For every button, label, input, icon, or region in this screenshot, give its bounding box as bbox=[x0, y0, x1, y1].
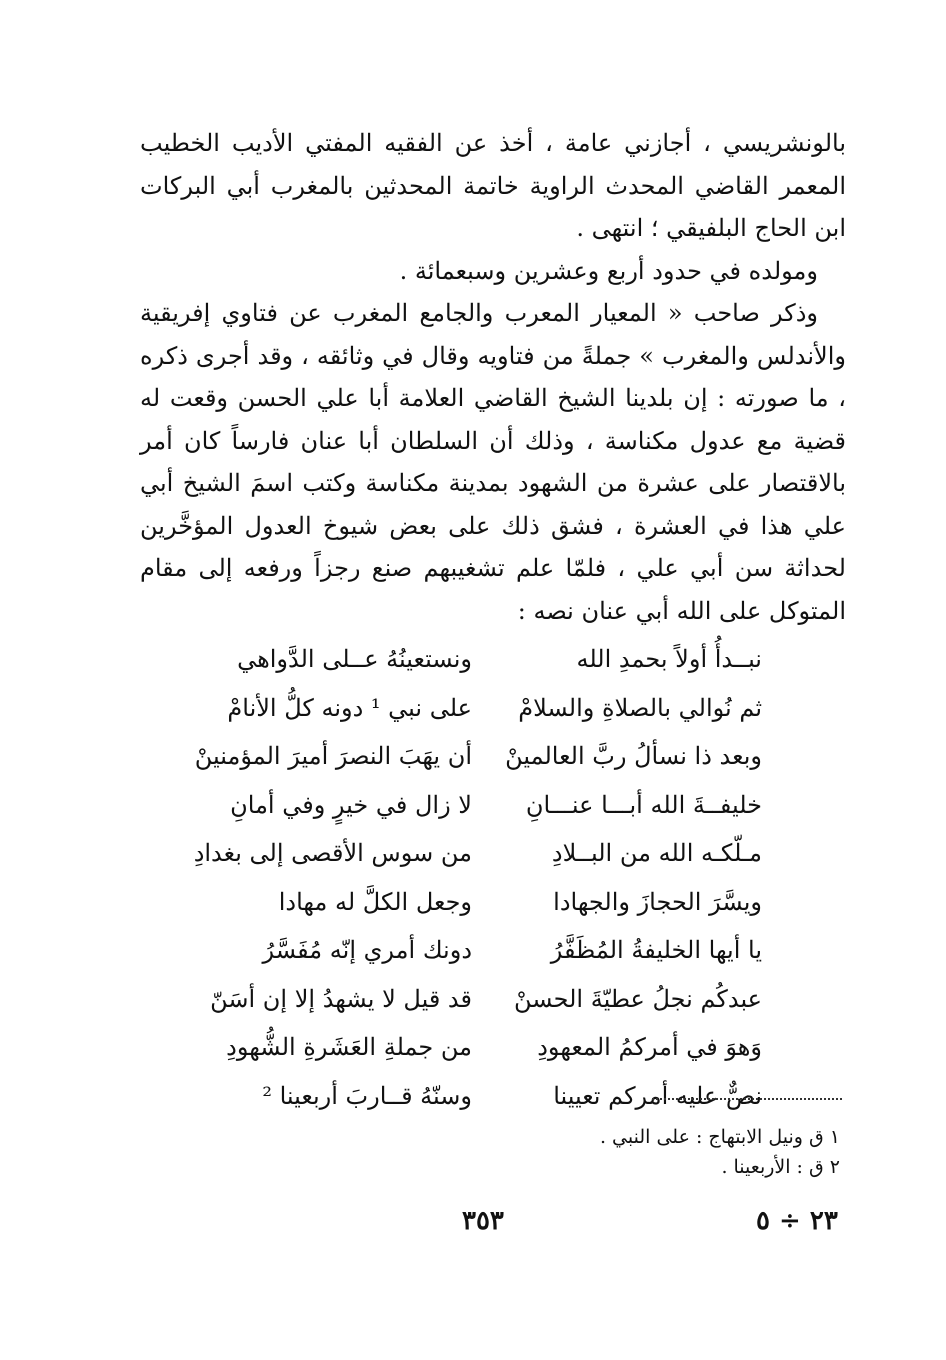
verse-first-hemistich: نصٌّ عليه أمركم تعيينا bbox=[553, 1081, 762, 1110]
verse-second-hemistich: لا زال في خيرٍ وفي أمانِ bbox=[230, 790, 472, 819]
verse bbox=[194, 732, 762, 781]
footnotes bbox=[440, 1122, 840, 1182]
paragraph: ومولده في حدود أربع وعشرين وسبعمائة . bbox=[399, 256, 818, 285]
footnote: ١ ق ونيل الابتهاج : على النبي . bbox=[599, 1126, 840, 1148]
verse-second-hemistich: دونك أمري إنّه مُفَسَّرُ bbox=[262, 936, 472, 964]
verse-first-hemistich: مـلّكـه الله من البــلادِ bbox=[551, 839, 762, 867]
verse-second-hemistich: أن يهَبَ النصرَ أميرَ المؤمنينْ bbox=[194, 742, 472, 770]
verse-second-hemistich: من جملةِ العَشَرةِ الشُّهودِ bbox=[226, 1033, 472, 1061]
verse-first-hemistich: عبدكُم نجلُ عطيّةَ الحسنْ bbox=[513, 984, 762, 1013]
verse-second-hemistich: على نبي ¹ دونه كلُّ الأنامْ bbox=[227, 693, 472, 722]
verse bbox=[210, 975, 762, 1024]
verse-first-hemistich: ويسَّرَ الحجازَ والجهادا bbox=[553, 887, 762, 916]
verse-second-hemistich: من سوس الأقصى إلى بغدادِ bbox=[193, 839, 472, 867]
verse bbox=[222, 635, 762, 684]
paragraph: وذكر صاحب « المعيار المعرب والجامع المغرب عن فتاوي إفريقية والأندلس والمغرب » جملةً من فتاويه وقال في وثائقه ، وقد أجرى ذكره ، ما صورته : إن بلدينا الشيخ القاضي العلامة أبا علي الحسن وقعت له قضية مع عدول مكناسة ، وذلك أن السلطان أبا عنان فارساً كان أمر بالاقتصار على عشرة من الشهود بمدينة مكناسة وكتب اسمَ الشيخ أبي علي هذا في العشرة ، فشق ذلك على بعض شيوخ العدول المؤخَّرين لحداثة سن أبي علي ، فلمّا علم تشغيبهم صنع رجزاً ورفعه إلى مقام المتوكل على الله أبي عنان نصه : bbox=[140, 299, 846, 625]
verse bbox=[222, 1023, 762, 1072]
prose-body bbox=[140, 122, 846, 632]
verse-first-hemistich: نبــدأُ أولاً بحمدِ الله bbox=[576, 645, 762, 673]
verse-first-hemistich: وَهوَ في أمركمُ المعهودِ bbox=[537, 1033, 762, 1061]
verse bbox=[222, 878, 762, 927]
verse bbox=[222, 1072, 762, 1121]
verse-second-hemistich: قد قيل لا يشهدُ إلا إن أسَنّ bbox=[210, 984, 472, 1013]
verse-second-hemistich: وسنّهُ قــاربَ أربعينا ² bbox=[262, 1081, 472, 1110]
page-number: ٣٥٣ bbox=[462, 1206, 504, 1236]
verse bbox=[222, 684, 762, 733]
verse-second-hemistich: ونستعينُهُ عــلى الدَّواهي bbox=[237, 645, 472, 673]
verse bbox=[222, 926, 762, 975]
signature-mark: ٢٣ ÷ ٥ bbox=[756, 1206, 838, 1236]
verse-first-hemistich: يا أيها الخليفةُ المُظَفَّرُ bbox=[550, 936, 762, 964]
footnote-divider bbox=[652, 1098, 842, 1100]
verse bbox=[222, 781, 762, 830]
verse-first-hemistich: وبعد ذا نسألُ ربَّ العالمينْ bbox=[505, 742, 762, 770]
footnote: ٢ ق : الأربعينا . bbox=[721, 1156, 840, 1178]
verse-first-hemistich: خليفــةَ الله أبـــا عنـــانِ bbox=[525, 790, 762, 819]
paragraph: بالونشريسي ، أجازني عامة ، أخذ عن الفقيه المفتي الأديب الخطيب المعمر القاضي المحدث الراوية خاتمة المحدثين بالمغرب أبي البركات ابن الحاج البلفيقي ؛ انتهى . bbox=[140, 129, 846, 242]
verse bbox=[193, 829, 762, 878]
poem bbox=[193, 635, 762, 1120]
verse-first-hemistich: ثم نُوالي بالصلاةِ والسلامْ bbox=[518, 693, 762, 722]
verse-second-hemistich: وجعل الكلَّ له مهادا bbox=[278, 887, 472, 916]
